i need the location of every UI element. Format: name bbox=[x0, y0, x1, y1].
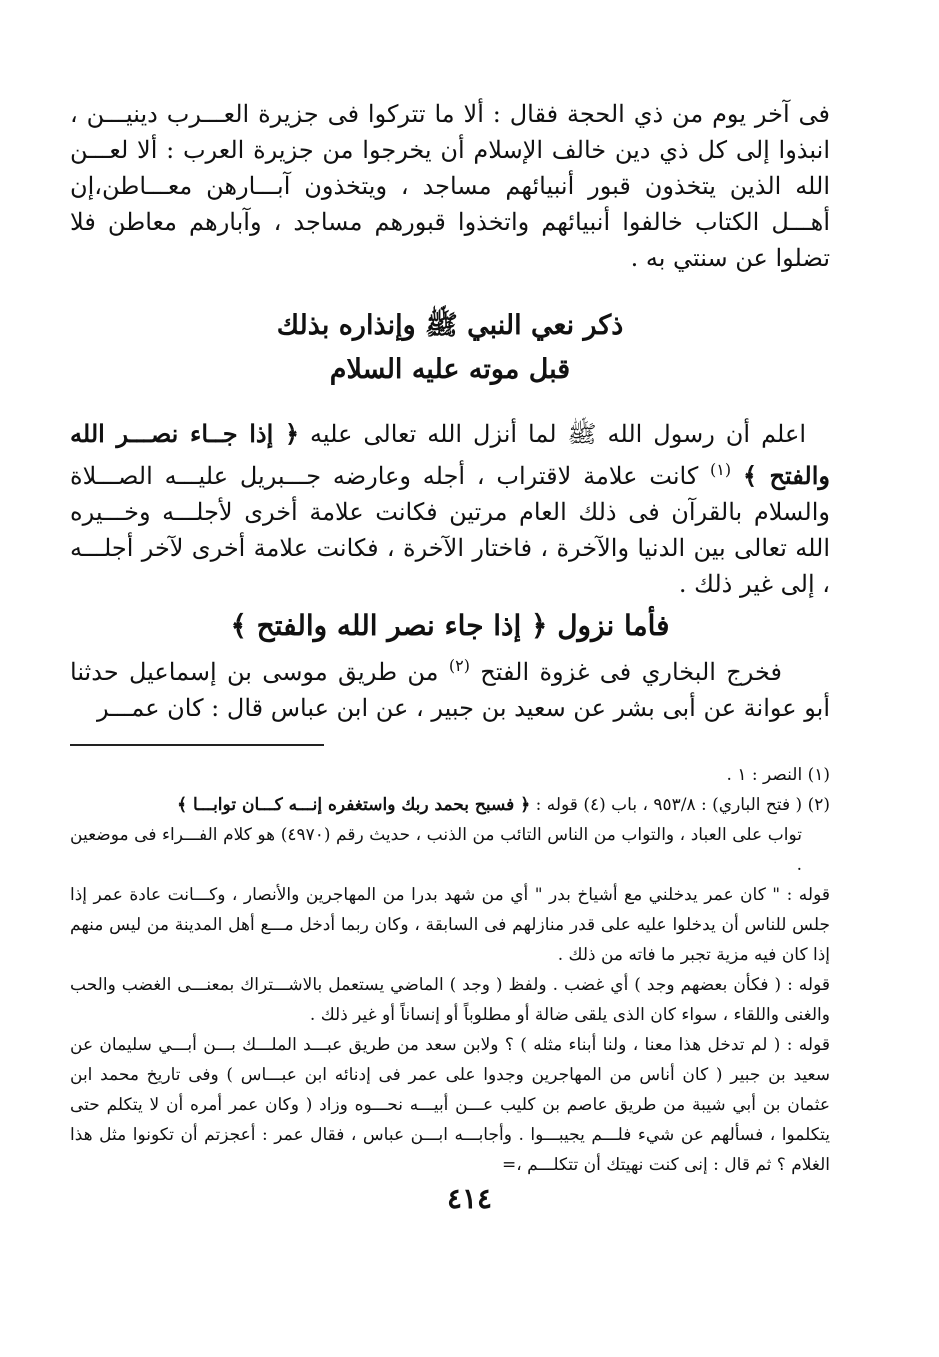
footnote-divider bbox=[70, 744, 324, 746]
intro-text-2: كانت علامة لاقتراب ، أجله وعارضه جـــبريل عليـــه الصـــلاة والسلام بالقرآن فى ذلك العام مرتين فكانت علامة أخرى لأجلـــه وخـــيره الله تعالى بين الدنيا والآخرة ، فاختار الآخرة ، فكانت علامة أخرى لآخر أجلـــه ، إلى غير ذلك . bbox=[70, 462, 830, 598]
footnote-ref-2: (٢) bbox=[448, 656, 470, 675]
footnote-1: (١) النصر : ١ . bbox=[726, 765, 830, 785]
narration-text-1: فخرج البخاري فى غزوة الفتح bbox=[480, 658, 783, 686]
footnote-2-quote: ﴿ فسبح بحمد ربك واستغفره إنـــه كـــان توابـــا ﴾ bbox=[177, 795, 531, 815]
intro-quran-quote: ﴿ إذا جــاء نصـــر الله والفتح ﴾ bbox=[70, 419, 830, 490]
footnote-2-lead: (٢) ( فتح الباري) : ٩٥٣/٨ ، باب (٤) قوله : bbox=[535, 795, 830, 815]
opening-paragraph: فى آخر يوم من ذي الحجة فقال : ألا ما تتركوا فى جزيرة العـــرب دينيـــن ، انبذوا إلى كل ذي دين خالف الإسلام أن يخرجوا من جزيرة العرب : ألا لعـــن الله الذين يتخذون قبور أنبيائهم مساجد ، ويتخذون آبـــارهن معـــاطن،إن أهـــل الكتاب خالفوا أنبيائهم واتخذوا قبورهم مساجد ، وآبارهم معاطن فلا تضلوا عن سنتي به . bbox=[70, 100, 830, 272]
footnote-2-continuation: تواب على العباد ، والتواب من الناس التائب من الذنب ، حديث رقم (٤٩٧٠) هو كلام الفـــراء فى موضعين . bbox=[70, 825, 802, 875]
narration-text-2: من طريق موسى بن إسماعيل حدثنا أبو عوانة عن أبى بشر عن سعيد بن جبير ، عن ابن عباس قال : كان عمـــر bbox=[70, 658, 830, 722]
intro-paragraph bbox=[70, 416, 830, 602]
intro-text-1: اعلم أن رسول الله ﷺ لما أنزل الله تعالى عليه bbox=[310, 420, 806, 448]
chapter-heading-line2: قبل موته عليه السلام bbox=[329, 354, 571, 385]
narration-paragraph bbox=[70, 648, 830, 726]
page-body bbox=[70, 96, 830, 1180]
footnote-commentary-1: قوله : " كان عمر يدخلني مع أشياخ بدر " أي من شهد بدرا من المهاجرين والأنصار ، وكـــانت عادة عمر إذا جلس للناس أن يدخلوا عليه على قدر منازلهم فى السابقة ، وكان ربما أدخل مـــع أهل المدينة من ليس منهم إذا كان فيه مزية تجبر ما فاته من ذلك . bbox=[70, 885, 830, 965]
footnote-commentary-2: قوله : ( فكأن بعضهم وجد ) أي غضب . ولفظ ( وجد ) الماضي يستعمل بالاشـــتراك بمعنـــى الغضب والحب والغنى واللقاء ، سواء كان الذى يلقى ضالة أو مطلوباً أو إنساناً أو غير ذلك . bbox=[70, 975, 830, 1025]
section-subheading: فأما نزول ﴿ إذا جاء نصر الله والفتح ﴾ bbox=[230, 609, 670, 642]
footnote-commentary-3: قوله : ( لم تدخل هذا معنا ، ولنا أبناء مثله ) ؟ ولابن سعد من طريق عبـــد الملـــك بـــن أبـــي سليمان عن سعيد بن جبير ( كان أناس من المهاجرين وجدوا على عمر فى إدنائه ابن عبـــاس ) وفى تاريخ محمد ابن عثمان بن أبي شيبة من طريق عاصم بن كليب عـــن أبيـــه نحـــوه وزاد ( وكان عمر أمره أن لا يتكلم حتى يتكلموا ، فسألهم عن شيء فلـــم يجيبـــوا . وأجابـــه ابـــن عباس ، فقال عمر : أعجزتم أن تكونوا مثل هذا الغلام ؟ ثم قال : إنى كنت نهيتك أن تتكلـــم ،= bbox=[70, 1035, 830, 1175]
page-number: ٤١٤ bbox=[446, 1182, 493, 1215]
footnote-ref-1: (١) bbox=[710, 460, 732, 479]
chapter-heading-line1: ذكر نعي النبي ﷺ وإنذاره بذلك bbox=[276, 310, 624, 341]
footnote-2 bbox=[70, 790, 830, 820]
